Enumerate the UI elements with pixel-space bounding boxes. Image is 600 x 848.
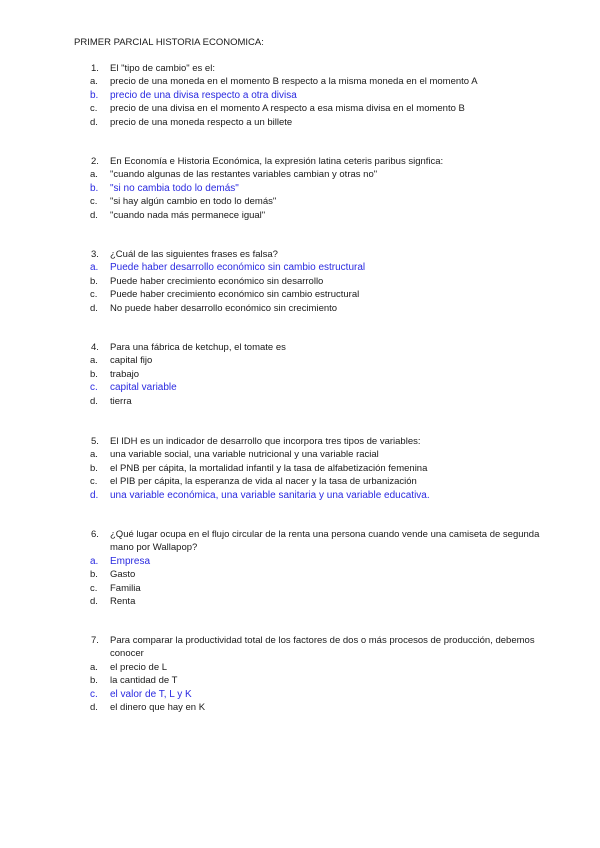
option-c	[0, 195, 600, 208]
question-number: 5.	[91, 436, 99, 447]
option-text: una variable económica, una variable sanitaria y una variable educativa.	[110, 489, 430, 501]
option-a	[0, 448, 600, 461]
option-text: Renta	[110, 595, 136, 607]
question-1	[0, 62, 600, 129]
option-b-correct	[0, 182, 600, 195]
option-text: "cuando algunas de las restantes variables cambian y otras no"	[110, 169, 378, 181]
question-5	[0, 435, 600, 502]
option-a-correct	[0, 555, 600, 568]
question-stem	[0, 634, 600, 661]
option-c	[0, 288, 600, 301]
question-text: Para comparar la productividad total de los factores de dos o más procesos de producción, debemos conocer	[110, 635, 535, 660]
option-letter: d.	[90, 302, 98, 314]
option-letter: c.	[90, 582, 98, 594]
option-letter: a.	[90, 262, 99, 274]
option-a	[0, 168, 600, 181]
option-d	[0, 395, 600, 408]
question-text: Para una fábrica de ketchup, el tomate es	[110, 342, 286, 353]
option-text: la cantidad de T	[110, 675, 178, 687]
question-stem	[0, 155, 600, 168]
option-a	[0, 354, 600, 367]
option-d	[0, 302, 600, 315]
option-letter: c.	[90, 382, 98, 394]
option-text: precio de una moneda respecto a un billete	[110, 116, 293, 128]
option-text: Puede haber desarrollo económico sin cambio estructural	[110, 262, 366, 274]
question-text: ¿Qué lugar ocupa en el flujo circular de la renta una persona cuando vende una camiseta de segunda mano por Wallapop?	[110, 529, 540, 554]
option-letter: a.	[90, 449, 98, 461]
option-c-correct	[0, 688, 600, 701]
option-text: No puede haber desarrollo económico sin crecimiento	[110, 302, 338, 314]
question-2	[0, 155, 600, 222]
option-a	[0, 661, 600, 674]
question-6	[0, 528, 600, 608]
question-text: El IDH es un indicador de desarrollo que incorpora tres tipos de variables:	[110, 436, 421, 447]
question-number: 1.	[91, 63, 99, 74]
option-letter: a.	[90, 76, 98, 88]
question-7	[0, 634, 600, 714]
option-letter: c.	[90, 476, 98, 488]
option-letter: b.	[90, 675, 98, 687]
question-text: El "tipo de cambio" es el:	[110, 63, 215, 74]
question-number: 4.	[91, 342, 99, 353]
option-d	[0, 701, 600, 714]
option-letter: d.	[90, 395, 98, 407]
option-letter: c.	[90, 196, 98, 208]
question-number: 7.	[91, 635, 99, 646]
option-d-correct	[0, 489, 600, 502]
question-4	[0, 341, 600, 408]
option-text: Familia	[110, 582, 141, 594]
question-number: 3.	[91, 249, 99, 260]
option-c-correct	[0, 381, 600, 394]
question-stem	[0, 528, 600, 555]
option-letter: b.	[90, 569, 98, 581]
option-letter: a.	[90, 661, 98, 673]
option-text: el valor de T, L y K	[110, 688, 192, 700]
option-d	[0, 595, 600, 608]
option-letter: d.	[90, 595, 98, 607]
option-d	[0, 116, 600, 129]
question-stem	[0, 435, 600, 448]
option-letter: a.	[90, 169, 98, 181]
option-a	[0, 75, 600, 88]
option-text: Empresa	[110, 555, 151, 567]
option-text: Puede haber crecimiento económico sin desarrollo	[110, 275, 324, 287]
option-letter: b.	[90, 368, 98, 380]
option-letter: d.	[90, 116, 98, 128]
option-text: Puede haber crecimiento económico sin cambio estructural	[110, 289, 360, 301]
option-c	[0, 582, 600, 595]
option-text: "cuando nada más permanece igual"	[110, 209, 266, 221]
option-a-correct	[0, 261, 600, 274]
option-text: "si hay algún cambio en todo lo demás"	[110, 196, 277, 208]
option-text: el precio de L	[110, 661, 168, 673]
option-text: el PNB per cápita, la mortalidad infantil y la tasa de alfabetización femenina	[110, 462, 428, 474]
question-stem	[0, 62, 600, 75]
question-3	[0, 248, 600, 315]
option-b	[0, 275, 600, 288]
option-text: precio de una divisa en el momento A respecto a esa misma divisa en el momento B	[110, 103, 465, 115]
option-text: el PIB per cápita, la esperanza de vida al nacer y la tasa de urbanización	[110, 476, 417, 488]
option-c	[0, 475, 600, 488]
question-stem	[0, 341, 600, 354]
option-letter: c.	[90, 289, 98, 301]
option-text: el dinero que hay en K	[110, 701, 206, 713]
option-b	[0, 674, 600, 687]
option-letter: c.	[90, 688, 98, 700]
option-b	[0, 568, 600, 581]
option-letter: b.	[90, 462, 98, 474]
option-b	[0, 462, 600, 475]
question-text: En Economía e Historia Económica, la expresión latina ceteris paribus signfica:	[110, 156, 444, 167]
option-letter: b.	[90, 89, 99, 101]
option-letter: b.	[90, 275, 98, 287]
question-text: ¿Cuál de las siguientes frases es falsa?	[110, 249, 278, 260]
option-c	[0, 102, 600, 115]
option-text: Gasto	[110, 569, 136, 581]
option-letter: c.	[90, 103, 98, 115]
option-text: trabajo	[110, 368, 140, 380]
question-number: 6.	[91, 529, 99, 540]
option-text: precio de una moneda en el momento B respecto a la misma moneda en el momento A	[110, 76, 478, 88]
option-text: tierra	[110, 395, 132, 407]
page-title: PRIMER PARCIAL HISTORIA ECONOMICA:	[74, 37, 264, 48]
option-b	[0, 368, 600, 381]
option-text: "si no cambia todo lo demás"	[110, 182, 239, 194]
option-text: precio de una divisa respecto a otra divisa	[110, 89, 297, 101]
option-text: capital fijo	[110, 355, 153, 367]
option-letter: d.	[90, 209, 98, 221]
option-letter: a.	[90, 355, 98, 367]
question-stem	[0, 248, 600, 261]
option-letter: a.	[90, 555, 99, 567]
option-b-correct	[0, 89, 600, 102]
option-text: capital variable	[110, 382, 177, 394]
option-d	[0, 209, 600, 222]
option-letter: b.	[90, 182, 99, 194]
option-text: una variable social, una variable nutricional y una variable racial	[110, 449, 379, 461]
option-letter: d.	[90, 701, 98, 713]
question-number: 2.	[91, 156, 99, 167]
option-letter: d.	[90, 489, 99, 501]
